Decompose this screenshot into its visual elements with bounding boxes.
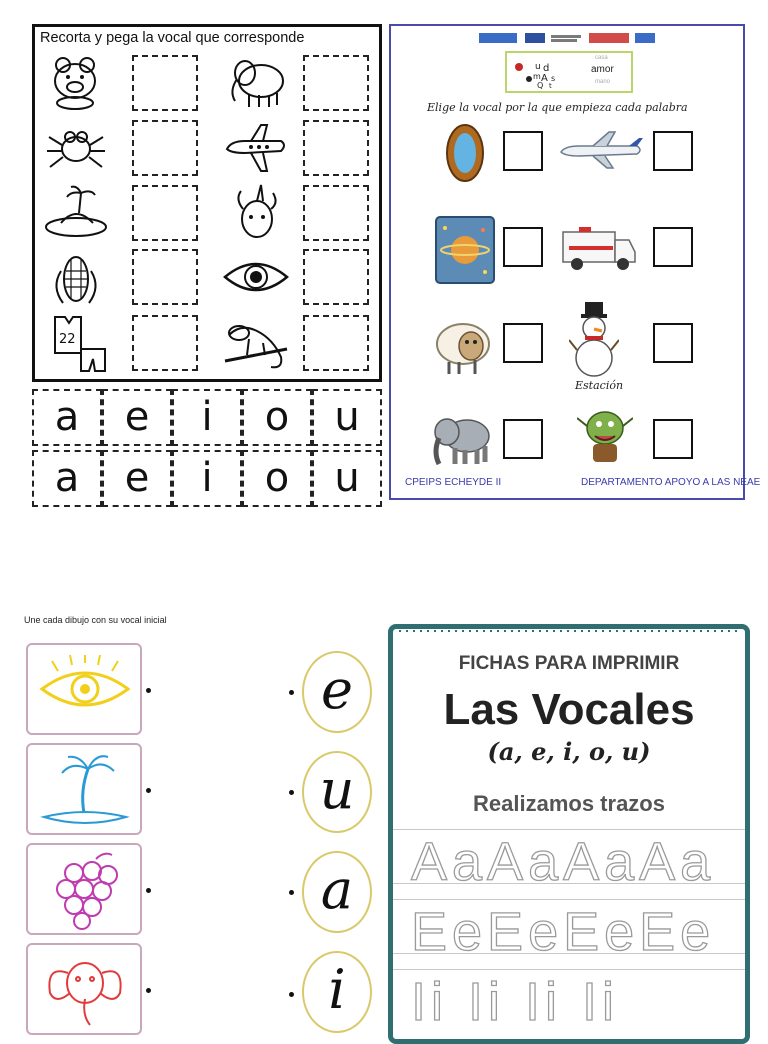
iguana-icon [221, 313, 291, 373]
paste-box[interactable] [303, 249, 369, 305]
island-icon [41, 183, 111, 243]
answer-box[interactable] [653, 419, 693, 459]
answer-box[interactable] [503, 323, 543, 363]
answer-box[interactable] [653, 227, 693, 267]
paste-box[interactable] [303, 185, 369, 241]
cut-and-paste-worksheet [32, 24, 382, 382]
tracing-row [393, 829, 745, 891]
svg-text:22: 22 [59, 332, 76, 347]
vowel-list: (a, e, i, o, u) [487, 737, 651, 766]
spider-icon [41, 117, 111, 177]
eye-icon [38, 655, 132, 723]
paste-box[interactable] [303, 55, 369, 111]
letters-graphic-icon [511, 57, 567, 89]
mirror-icon [443, 122, 487, 184]
cutout-vowel[interactable]: e [102, 450, 172, 507]
sheep-icon [429, 316, 493, 378]
footer-school: CPEIPS ECHEYDE II [405, 477, 502, 488]
picture-card [26, 743, 142, 835]
picture-card [26, 843, 142, 935]
cutout-vowel[interactable]: i [172, 389, 242, 446]
picture-caption: Estación [575, 379, 624, 392]
eye-icon [221, 247, 291, 307]
cutout-vowel[interactable]: a [32, 450, 102, 507]
vowel-circle: u [302, 751, 372, 833]
school-logos [479, 31, 659, 45]
picture-card [26, 643, 142, 735]
match-dot[interactable] [289, 690, 294, 695]
answer-box[interactable] [503, 419, 543, 459]
logo-word: casa [595, 55, 608, 61]
answer-box[interactable] [503, 131, 543, 171]
paste-box[interactable] [303, 120, 369, 176]
logo-word: amor [591, 64, 614, 75]
cutout-vowel[interactable]: i [172, 450, 242, 507]
match-dot[interactable] [146, 888, 151, 893]
match-dot[interactable] [289, 992, 294, 997]
cutout-vowel-strip [32, 389, 386, 512]
picture-card [26, 943, 142, 1035]
bear-icon [41, 51, 111, 111]
island-icon [38, 751, 132, 829]
cutout-vowel[interactable]: a [32, 389, 102, 446]
worksheet-kicker: FICHAS PARA IMPRIMIR [458, 653, 680, 674]
cutout-vowel[interactable]: u [312, 389, 382, 446]
worksheet-title: Las Vocales [443, 685, 695, 734]
vowel-circle: i [302, 951, 372, 1033]
las-vocales-worksheet [388, 624, 750, 1044]
answer-box[interactable] [653, 323, 693, 363]
paste-box[interactable] [132, 55, 198, 111]
svg-text:m: m [533, 72, 541, 81]
svg-text:d: d [543, 63, 550, 74]
footer-department: DEPARTAMENTO APOYO A LAS NEAE [581, 477, 761, 488]
vowel-circle: a [302, 851, 372, 933]
uniform-icon [41, 313, 111, 373]
airplane-icon [559, 130, 645, 170]
method-logo [505, 51, 633, 93]
worksheet-subtitle: Elige la vocal por la que empieza cada palabra [427, 101, 688, 114]
tracing-letters: Ii Ii Ii Ii [411, 972, 620, 1032]
ogre-icon [577, 406, 633, 468]
paste-box[interactable] [132, 315, 198, 371]
paste-box[interactable] [303, 315, 369, 371]
svg-text:t: t [549, 82, 552, 89]
tracing-letters: EeEeEeEe [411, 902, 716, 962]
worksheet-title: Une cada dibujo con su vocal inicial [24, 615, 167, 625]
unicorn-icon [221, 183, 291, 243]
worksheet-title: Recorta y pega la vocal que corresponde [40, 30, 305, 46]
cutout-vowel[interactable]: e [102, 389, 172, 446]
match-dot[interactable] [146, 988, 151, 993]
paste-box[interactable] [132, 249, 198, 305]
cutout-vowel[interactable]: o [242, 450, 312, 507]
elephant-icon [431, 408, 493, 468]
tracing-row [393, 969, 745, 1031]
match-dot[interactable] [146, 688, 151, 693]
tracing-letters: AaAaAaAa [411, 832, 716, 892]
answer-box[interactable] [503, 227, 543, 267]
tracing-row [393, 899, 745, 961]
cutout-vowel[interactable]: u [312, 450, 382, 507]
airplane-icon [221, 117, 291, 177]
choose-vowel-worksheet [389, 24, 761, 500]
match-dot[interactable] [289, 890, 294, 895]
paste-box[interactable] [132, 185, 198, 241]
corn-icon [41, 247, 111, 307]
match-dot[interactable] [146, 788, 151, 793]
vowel-circle: e [302, 651, 372, 733]
grapes-icon [38, 849, 132, 931]
snowman-icon [569, 300, 619, 380]
planet-icon [435, 216, 495, 284]
svg-text:A: A [541, 73, 548, 84]
svg-text:s: s [551, 74, 556, 83]
dotted-border-decoration [393, 627, 745, 635]
ambulance-icon [559, 222, 639, 272]
paste-box[interactable] [132, 120, 198, 176]
match-dot[interactable] [289, 790, 294, 795]
svg-text:u: u [535, 62, 541, 72]
logo-word: mano [595, 79, 611, 85]
elephant-icon [221, 51, 291, 111]
svg-text:Q: Q [537, 81, 544, 89]
answer-box[interactable] [653, 131, 693, 171]
section-title: Realizamos trazos [473, 791, 665, 816]
cutout-vowel[interactable]: o [242, 389, 312, 446]
elephant-icon [40, 949, 130, 1031]
